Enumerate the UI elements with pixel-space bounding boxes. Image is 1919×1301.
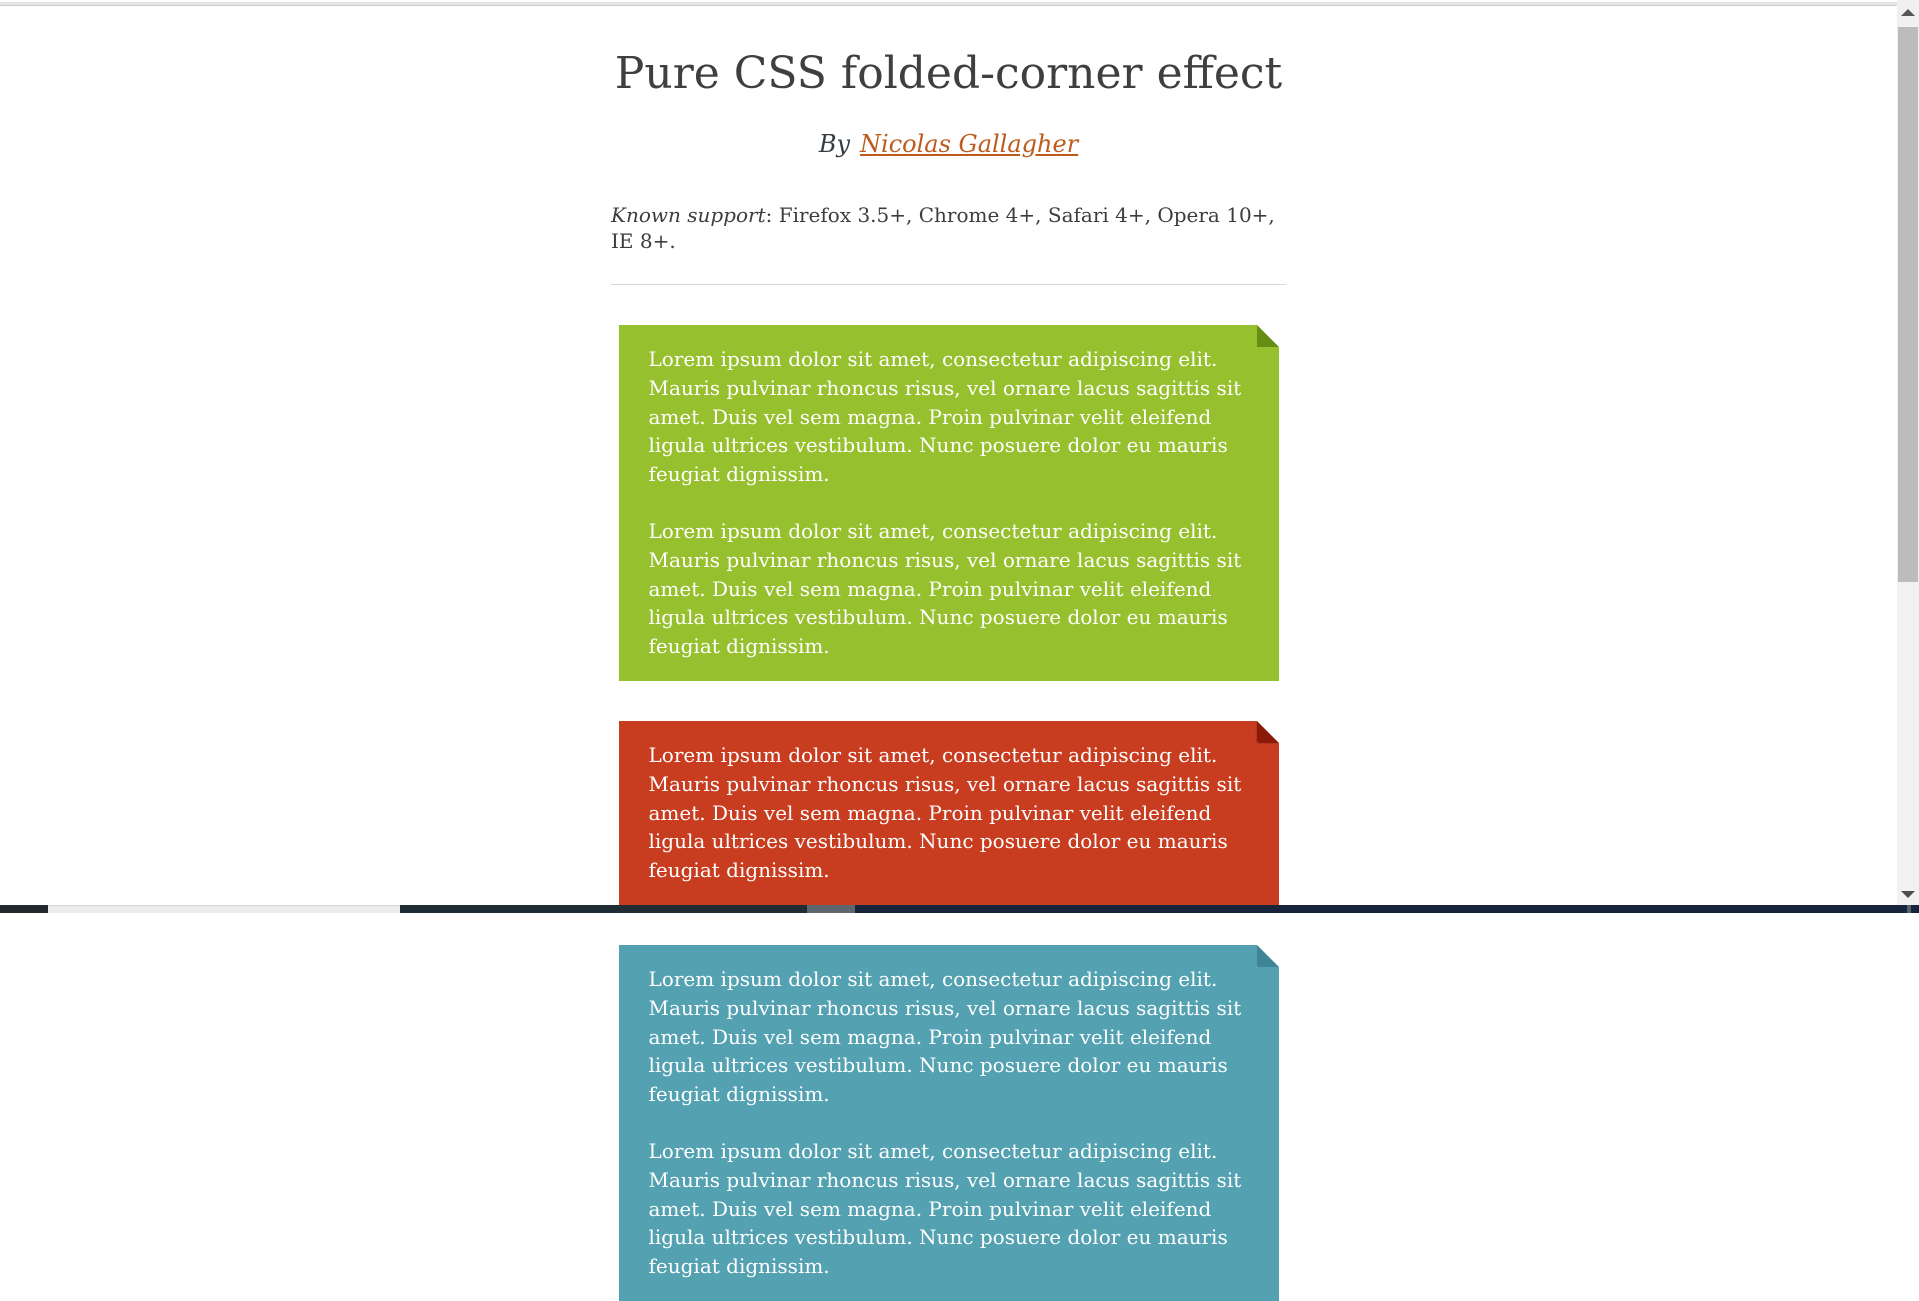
background-window-segment	[400, 905, 807, 913]
scrollbar-down-button[interactable]	[1897, 887, 1919, 905]
note-paragraph: Lorem ipsum dolor sit amet, consectetur adipiscing elit. Mauris pulvinar rhoncus risus, vel ornare lacus sagittis sit amet. Duis vel sem magna. Proin pulvinar velit eleifend ligula ultrices vestibulum. Nunc posuere dolor eu mauris feugiat dignissim.	[648, 742, 1242, 883]
note-card-green	[619, 325, 1279, 681]
author-link[interactable]: Nicolas Gallagher	[860, 130, 1079, 158]
background-window-segment	[807, 905, 855, 913]
support-line	[611, 202, 1286, 254]
note-card-red	[619, 721, 1279, 905]
bottom-edge-strip	[0, 905, 1919, 913]
note-paragraph: Lorem ipsum dolor sit amet, consectetur adipiscing elit. Mauris pulvinar rhoncus risus, vel ornare lacus sagittis sit amet. Duis vel sem magna. Proin pulvinar velit eleifend ligula ultrices vestibulum. Nunc posuere dolor eu mauris feugiat dignissim.	[648, 966, 1242, 1107]
background-window-segment	[855, 905, 1919, 913]
vertical-scrollbar[interactable]	[1897, 0, 1919, 913]
byline	[611, 130, 1286, 158]
background-window-segment	[1907, 905, 1911, 913]
background-window-segment	[0, 905, 48, 913]
note-paragraph: Lorem ipsum dolor sit amet, consectetur adipiscing elit. Mauris pulvinar rhoncus risus, vel ornare lacus sagittis sit amet. Duis vel sem magna. Proin pulvinar velit eleifend ligula ultrices vestibulum. Nunc posuere dolor eu mauris feugiat dignissim.	[648, 1138, 1242, 1279]
page-title: Pure CSS folded-corner effect	[614, 48, 1283, 99]
note-paragraph: Lorem ipsum dolor sit amet, consectetur adipiscing elit. Mauris pulvinar rhoncus risus, vel ornare lacus sagittis sit amet. Duis vel sem magna. Proin pulvinar velit eleifend ligula ultrices vestibulum. Nunc posuere dolor eu mauris feugiat dignissim.	[648, 347, 1242, 487]
triangle-down-icon	[1901, 891, 1915, 898]
content-column	[611, 48, 1286, 1301]
support-label: Known support	[611, 203, 766, 227]
triangle-up-icon	[1901, 9, 1915, 16]
scrollbar-thumb[interactable]	[1898, 27, 1918, 582]
scrollbar-up-button[interactable]	[1897, 0, 1919, 25]
note-paragraph: Lorem ipsum dolor sit amet, consectetur adipiscing elit. Mauris pulvinar rhoncus risus, vel ornare lacus sagittis sit amet. Duis vel sem magna. Proin pulvinar velit eleifend ligula ultrices vestibulum. Nunc posuere dolor eu mauris feugiat dignissim.	[648, 518, 1242, 659]
byline-prefix: By	[818, 130, 851, 158]
support-text: : Firefox 3.5+, Chrome 4+, Safari 4+, Opera 10+, IE 8+.	[611, 203, 1275, 253]
background-scrollbar-segment	[48, 905, 400, 913]
note-card-blue	[619, 945, 1279, 1301]
divider	[611, 284, 1286, 285]
